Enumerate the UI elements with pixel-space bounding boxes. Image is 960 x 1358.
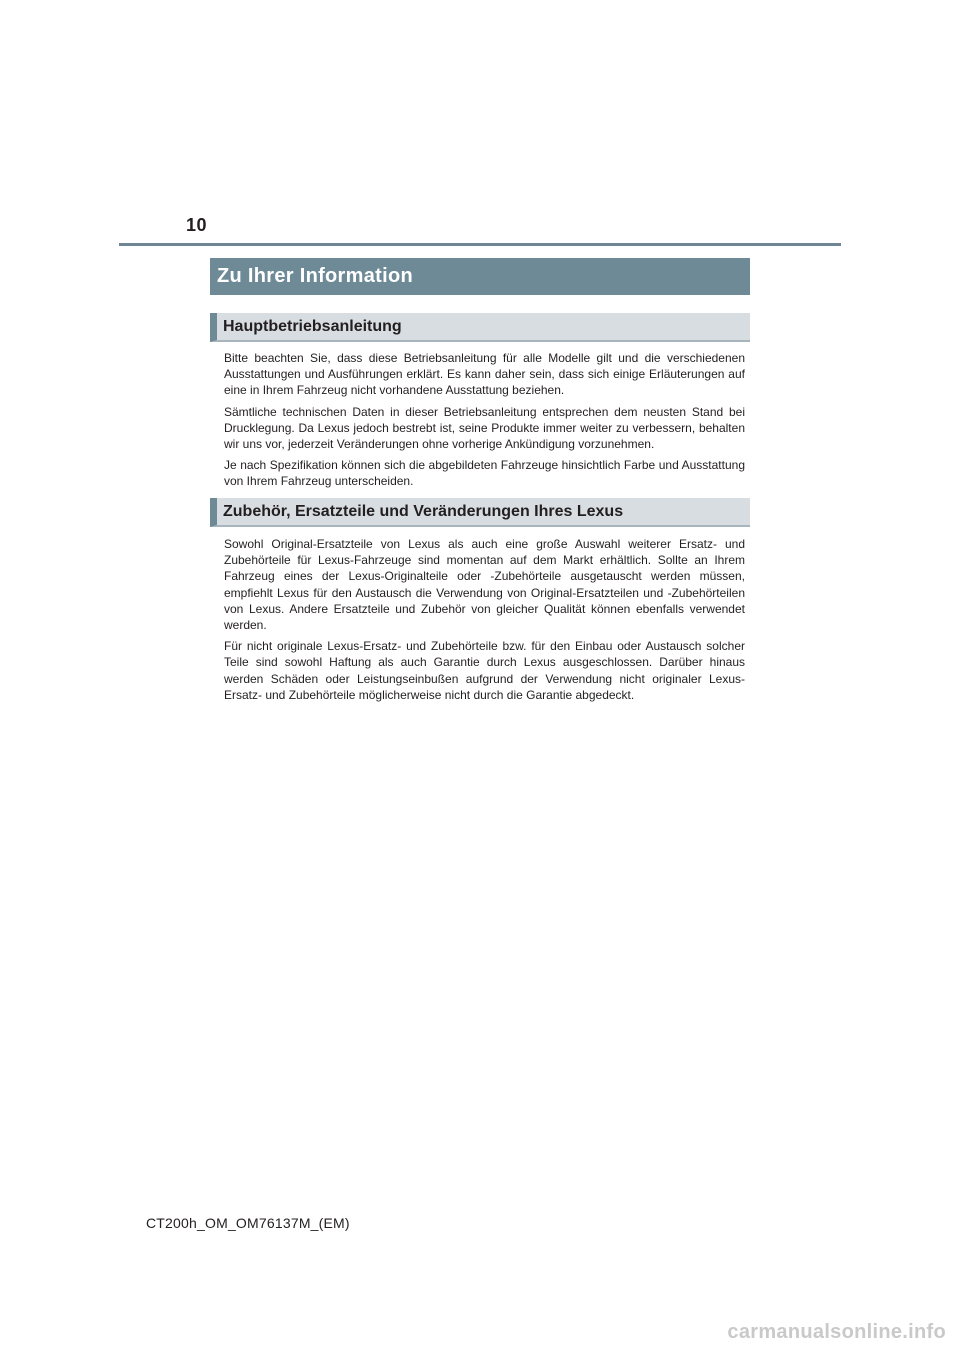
paragraph: Für nicht originale Lexus-Ersatz- und Zubehörteile bzw. für den Einbau oder Austausch solcher Teile sind sowohl Haftung als auch Garantie durch Lexus ausgeschlossen. Darüber hinaus werden Schäden oder Leistungseinbußen aufgrund der Verwendung nicht originaler Lexus-Ersatz- und Zubehörteile möglicherweise nicht durch die Garantie abgedeckt.: [224, 639, 745, 702]
page-number: 10: [186, 215, 208, 235]
subsection-heading-hauptbetriebsanleitung: Hauptbetriebsanleitung: [210, 313, 750, 342]
header-rule: [119, 243, 841, 246]
subsection-heading-zubehoer: Zubehör, Ersatzteile und Veränderungen Ihres Lexus: [210, 498, 750, 527]
paragraph: Je nach Spezifikation können sich die abgebildeten Fahrzeuge hinsichtlich Farbe und Ausstattung von Ihrem Fahrzeug unterscheiden.: [224, 458, 745, 489]
watermark-text: carmanualsonline.info: [727, 1321, 946, 1343]
paragraph: Bitte beachten Sie, dass diese Betriebsanleitung für alle Modelle gilt und die verschiedenen Ausstattungen und Ausführungen erklärt. Es kann daher sein, dass sich einige Erläuterungen auf eine in Ihrem Fahrzeug nicht vorhandene Ausstattung beziehen.: [224, 351, 745, 398]
subsection-body-hauptbetriebsanleitung: [224, 350, 745, 495]
section-title: Zu Ihrer Information: [210, 258, 750, 295]
paragraph: Sämtliche technischen Daten in dieser Betriebsanleitung entsprechen dem neusten Stand bei Drucklegung. Da Lexus jedoch bestrebt ist, seine Produkte immer weiter zu verbessern, behalten wir uns vor, jederzeit Veränderungen ohne vorherige Ankündigung vorzunehmen.: [224, 404, 745, 452]
footer-document-code: CT200h_OM_OM76137M_(EM): [146, 1215, 350, 1231]
subsection-body-zubehoer: [224, 536, 745, 708]
paragraph: Sowohl Original-Ersatzteile von Lexus als auch eine große Auswahl weiterer Ersatz- und Zubehörteile für Lexus-Fahrzeuge sind momentan auf dem Markt erhältlich. Sollte an Ihrem Fahrzeug eines der Lexus-Originalteile oder -Zubehörteile ausgetauscht werden müssen, empfiehlt Lexus für den Austausch die Verwendung von Original-Ersatzteilen und -Zubehörteilen von Lexus. Andere Ersatzteile und Zubehör von gleicher Qualität können ebenfalls verwendet werden.: [224, 537, 745, 633]
